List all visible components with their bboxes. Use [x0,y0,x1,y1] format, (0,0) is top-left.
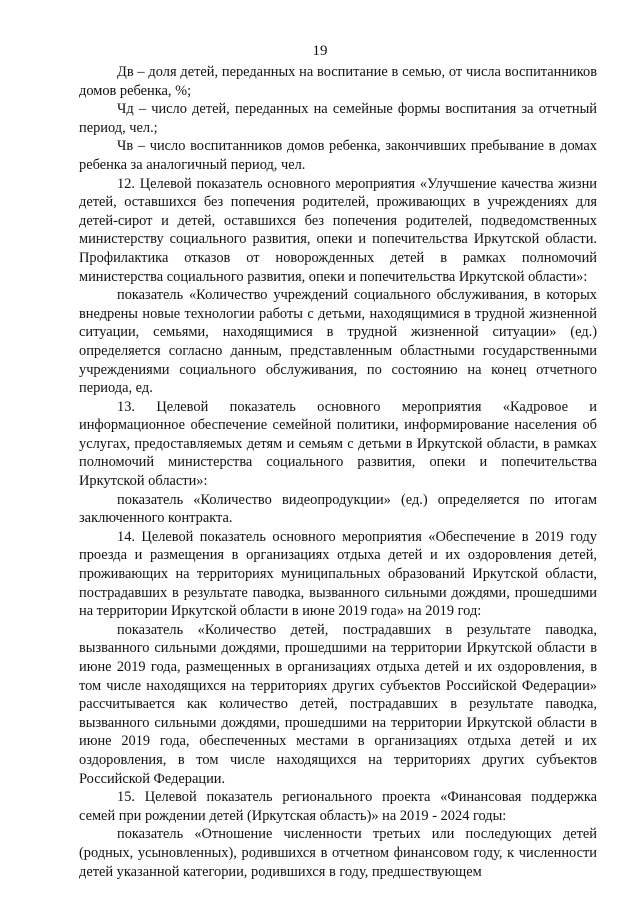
paragraph-chd-definition: Чд – число детей, переданных на семейные формы воспитания за отчетный период, чел.; [79,101,597,136]
paragraph-indicator-14: 14. Целевой показатель основного мероприятия «Обеспечение в 2019 году проезда и размещения в организациях отдыха детей и их оздоровления детей, проживающих на территориях муниципальных образований Иркутской области, пострадавших в результате паводка, вызванного сильными дождями, прошедшими на территории Иркутской области в июне 2019 года» на 2019 год: [79,528,597,620]
paragraph-indicator-14-metric: показатель «Количество детей, пострадавших в результате паводка, вызванного сильными дождями, прошедшими на территории Иркутской области в июне 2019 года, размещенных в организациях отдыха детей и их оздоровления, в том числе находящихся на территориях других субъектов Российской Федерации» рассчитывается как количество детей, пострадавших в результате паводка, вызванного сильными дождями, прошедшими на территории Иркутской области в июне 2019 года, обеспеченных местами в организациях отдыха детей и их оздоровления, в том числе находящихся на территориях других субъектов Российской Федерации. [79,621,597,787]
paragraph-indicator-12: 12. Целевой показатель основного мероприятия «Улучшение качества жизни детей, оставшихся без попечения родителей, проживающих в учреждениях для детей-сирот и детей, оставшихся без попечения родителей, подведомственных министерству социального развития, опеки и попечительства Иркутской области. Профилактика отказов от новорожденных детей в рамках полномочий министерства социального развития, опеки и попечительства Иркутской области»: [79,175,597,285]
paragraph-indicator-15-metric: показатель «Отношение численности третьих или последующих детей (родных, усыновленных), родившихся в отчетном финансовом году, к численности детей указанной категории, родившихся в году, предшествующем [79,826,597,880]
paragraph-dv-definition: Дв – доля детей, переданных на воспитание в семью, от числа воспитанников домов ребенка, %; [79,64,597,99]
paragraph-indicator-13: 13. Целевой показатель основного мероприятия «Кадровое и информационное обеспечение семейной политики, информирование населения об услугах, предоставляемых детям и семьям с детьми в Иркутской области, в рамках полномочий министерства социального развития, опеки и попечительства Иркутской области»: [79,398,597,490]
paragraph-chv-definition: Чв – число воспитанников домов ребенка, закончивших пребывание в домах ребенка за аналогичный период, чел. [79,138,597,173]
paragraph-indicator-12-metric: показатель «Количество учреждений социального обслуживания, в которых внедрены новые технологии работы с детьми, находящимися в трудной жизненной ситуации, семьями, находящимися в трудной жизненной ситуации» (ед.) определяется согласно данным, представленным областными государственными учреждениями социального обслуживания, по состоянию на конец отчетного периода, ед. [79,287,597,397]
document-body [79,63,597,881]
paragraph-indicator-13-metric: показатель «Количество видеопродукции» (ед.) определяется по итогам заключенного контракта. [79,491,597,527]
page-number: 19 [312,43,328,59]
paragraph-indicator-15: 15. Целевой показатель регионального проекта «Финансовая поддержка семей при рождении детей (Иркутская область)» на 2019 - 2024 годы: [79,789,597,824]
